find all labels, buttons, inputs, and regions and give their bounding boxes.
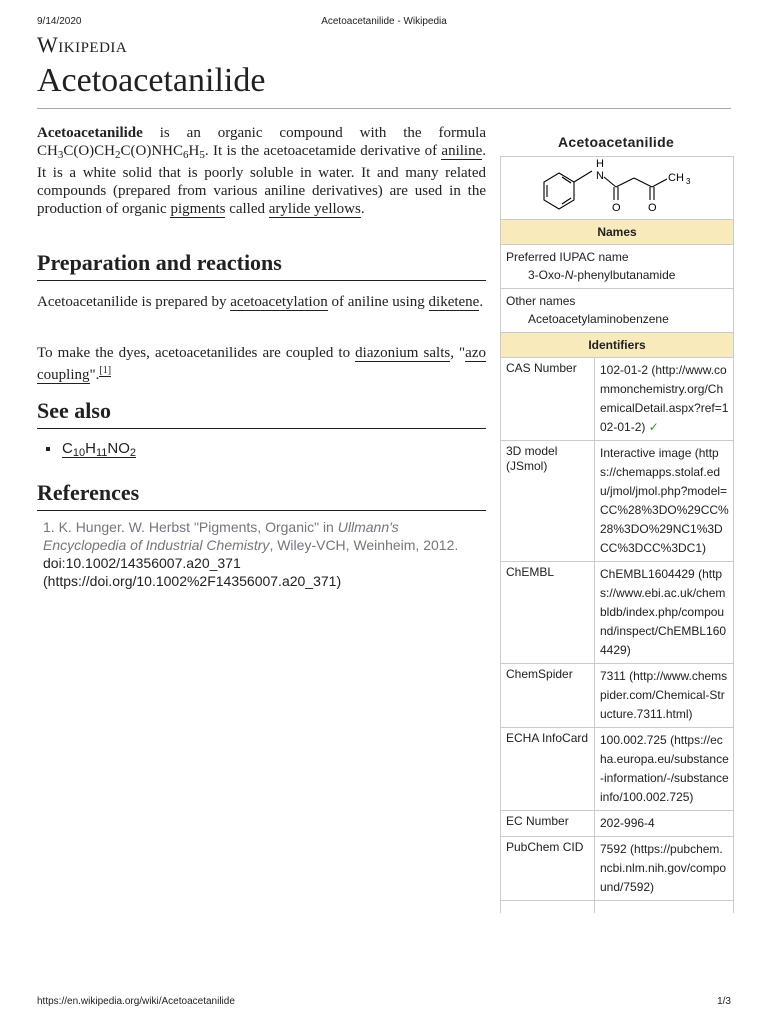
preparation-paragraph-1: Acetoacetanilide is prepared by acetoacetylation of aniline using diketene.	[37, 294, 484, 310]
infobox-row-echa	[501, 727, 733, 810]
mol-label-h: H	[596, 158, 604, 170]
page-number: 1/3	[717, 996, 731, 1007]
row-key[interactable]: ChEMBL	[501, 562, 595, 663]
infobox-section-identifiers: Identifiers	[501, 332, 733, 357]
heading-divider	[37, 280, 486, 281]
infobox-row-continued	[501, 900, 733, 913]
infobox-row-other-names	[501, 288, 733, 332]
link-diketene[interactable]: diketene	[428, 294, 480, 310]
molecule-structure	[501, 156, 733, 219]
row-key[interactable]: PubChem CID	[501, 837, 595, 900]
row-key[interactable]: ECHA InfoCard	[501, 728, 595, 810]
row-value: 202-996-4	[600, 816, 655, 830]
link-acetoacetylation[interactable]: acetoacetylation	[230, 294, 328, 310]
mol-label-ch3-sub: 3	[686, 177, 691, 186]
see-also-item[interactable]: $C_{10}H_{11}NO_2$	[62, 440, 136, 459]
link-diazonium-salts[interactable]: diazonium salts	[355, 345, 451, 361]
row-key	[501, 901, 595, 913]
iupac-value: 3-Oxo-N-phenylbutanamide	[528, 268, 676, 282]
heading-divider	[37, 428, 486, 429]
article-title: Acetoacetanilide	[37, 62, 266, 99]
iupac-label: Preferred IUPAC name	[506, 250, 629, 264]
row-value[interactable]: 7592 (https://pubchem.ncbi.nlm.nih.gov/compound/7592)	[600, 842, 727, 894]
row-value[interactable]: ChEMBL1604429 (https://www.ebi.ac.uk/chembldb/index.php/compound/inspect/ChEMBL1604429)	[600, 567, 727, 657]
lead-paragraph: Acetoacetanilide is an organic compound with the formula $CH_3C(O)CH_2C(O)NHC_6H_5$. It is the acetoacetamide derivative of aniline. It is a white solid that is poorly soluble in water. It and many related compounds (prepared from various aniline derivatives) are used in the production of organic pigments called arylide yellows.	[37, 125, 486, 217]
infobox-row-chembl	[501, 561, 733, 663]
other-names-label: Other names	[506, 294, 576, 308]
infobox-section-names: Names	[501, 219, 733, 244]
row-key[interactable]: ChemSpider	[501, 664, 595, 727]
mol-label-n: N	[596, 170, 604, 182]
row-value[interactable]: 102-01-2 (http://www.commonchemistry.org/ChemicalDetail.aspx?ref=102-01-2) ✓	[600, 363, 729, 434]
reference-item-1: 1. K. Hunger. W. Herbst "Pigments, Organic" in Ullmann's Encyclopedia of Industrial Chemistry, Wiley-VCH, Weinheim, 2012. doi:10.1002/14356007.a20_371 (https://doi.org/10.1002%2F14356007.a20_371)	[43, 519, 459, 589]
wikipedia-wordmark[interactable]: Wikipedia	[37, 32, 128, 57]
verified-check-icon: ✓	[648, 420, 659, 434]
link-azo-coupling[interactable]: azo coupling	[37, 345, 486, 383]
print-page-title: Acetoacetanilide - Wikipedia	[321, 16, 447, 27]
row-value[interactable]: Interactive image (https://chemapps.stolaf.edu/jmol/jmol.php?model=CC%28%3DO%29CC%28%3DO%29NC1%3DCC%3DCC%3DC1)	[600, 446, 729, 555]
preparation-paragraph-2: To make the dyes, acetoacetanilides are coupled to diazonium salts, "azo coupling".[1]	[37, 345, 486, 383]
mol-label-o1: O	[612, 202, 621, 214]
heading-divider	[37, 510, 486, 511]
infobox-row-chemspider	[501, 663, 733, 727]
mol-label-ch3: CH	[668, 172, 684, 184]
infobox-row-3d-model	[501, 440, 733, 561]
infobox	[500, 156, 734, 913]
infobox-row-pubchem	[501, 836, 733, 900]
reference-link-1[interactable]: [1]	[99, 365, 112, 376]
link-aniline[interactable]: aniline	[441, 143, 483, 159]
infobox-row-cas	[501, 357, 733, 440]
print-date: 9/14/2020	[37, 16, 82, 27]
infobox-row-iupac	[501, 244, 733, 288]
row-value	[595, 901, 733, 913]
infobox-title: Acetoacetanilide	[557, 134, 675, 150]
heading-see-also: See also	[37, 398, 111, 423]
doi-link[interactable]: doi:10.1002/14356007.a20_371 (https://doi.org/10.1002%2F14356007.a20_371)	[43, 555, 342, 589]
link-arylide-yellows[interactable]: arylide yellows	[268, 201, 361, 217]
print-url: https://en.wikipedia.org/wiki/Acetoacetanilide	[37, 996, 235, 1007]
row-value[interactable]: 100.002.725 (https://echa.europa.eu/substance-information/-/substanceinfo/100.002.725)	[600, 733, 729, 804]
heading-references: References	[37, 480, 140, 505]
list-bullet	[46, 447, 50, 451]
row-key[interactable]: CAS Number	[501, 358, 595, 440]
other-names-value: Acetoacetylaminobenzene	[528, 312, 669, 326]
heading-preparation: Preparation and reactions	[37, 250, 282, 275]
row-key[interactable]: 3D model (JSmol)	[501, 441, 595, 561]
row-key: EC Number	[501, 811, 595, 836]
link-pigments[interactable]: pigments	[170, 201, 226, 217]
title-divider	[37, 108, 731, 109]
infobox-row-ec-number	[501, 810, 733, 836]
row-value[interactable]: 7311 (http://www.chemspider.com/Chemical-Structure.7311.html)	[600, 669, 728, 721]
mol-label-o2: O	[648, 202, 657, 214]
